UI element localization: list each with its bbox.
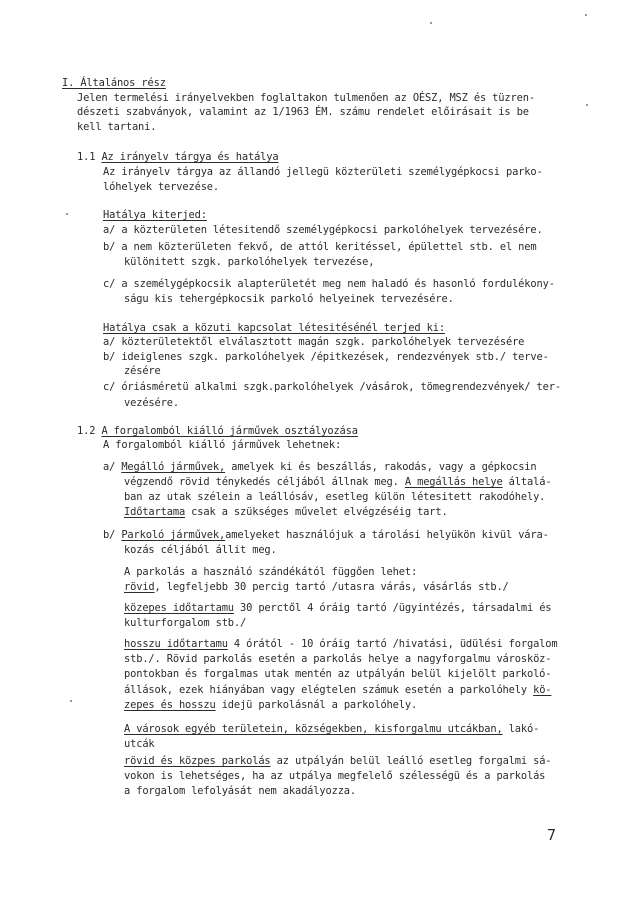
intro-line-1: Jelen termelési irányelvekben foglaltakon tulmenően az OÉSZ, MSZ és tüzren- [77, 92, 535, 104]
scope-item-c: c/ a személygépkocsik alapterületét meg nem haladó és hasonló fordulékony- [103, 278, 555, 290]
areas-heading: A városok egyéb területein, községekben, kisforgalmu utcákban, lakó- [124, 723, 540, 735]
page-number: 7 [547, 826, 557, 844]
parking-medium-cont: kulturforgalom stb./ [124, 617, 247, 629]
intro-line-3: kell tartani. [77, 121, 157, 133]
areas-line-4: vokon is lehetséges, ha az utpálya megfelelő szélességü és a parkolás [124, 770, 546, 782]
limit-heading: Hatálya csak a közuti kapcsolat létesitésénél terjed ki: [103, 322, 445, 334]
areas-line-5: a forgalom lefolyását nem akadályozza. [124, 785, 357, 797]
item-a-line-3: ban az utak szélein a leállósáv, esetleg külön létesitett rakodóhely. [124, 491, 546, 503]
scan-speck [430, 22, 432, 24]
scope-item-c-cont: ságu kis tehergépkocsik parkoló helyeinek tervezésére. [124, 293, 454, 305]
scan-speck [66, 213, 68, 215]
limit-item-a: a/ közterületektől elválasztott magán szgk. parkolóhelyek tervezésére [103, 336, 525, 348]
limit-item-b: b/ ideiglenes szgk. parkolóhelyek /épitkezések, rendezvények stb./ terve- [103, 351, 549, 363]
scope-item-a: a/ a közterületen létesitendő személygépkocsi parkolóhelyek tervezésére. [103, 224, 543, 236]
scope-heading: Hatálya kiterjed: [103, 209, 207, 221]
parking-long-l5: zepes és hosszu idejü parkolásnál a parkolóhely. [124, 699, 418, 711]
subsection-1-2-heading: 1.2 A forgalomból kiálló járművek osztályozása [77, 425, 358, 437]
parking-long-l4: állások, ezek hiányában vagy elégtelen számuk esetén a parkolóhely kö- [124, 684, 552, 696]
parking-short: rövid, legfeljebb 30 percig tartó /utasra várás, vásárlás stb./ [124, 581, 509, 593]
scope-item-b: b/ a nem közterületen fekvő, de attól keritéssel, épülettel stb. el nem [103, 241, 537, 253]
parking-long-l2: stb./. Rövid parkolás esetén a parkolás helye a nagyforgalmu városköz- [124, 653, 552, 665]
item-a-line-2: végzendő rövid ténykedés céljából állnak meg. A megállás helye általá- [124, 476, 552, 488]
parking-long-l3: pontokban és forgalmas utak mentén az utpályán belül kijelölt parkoló- [124, 668, 552, 680]
parking-lead: A parkolás a használó szándékától függően lehet: [124, 566, 418, 578]
subsection-1-1-heading: 1.1 Az irányelv tárgya és hatálya [77, 151, 279, 163]
limit-item-b-cont: zésére [124, 365, 161, 377]
item-a-line-4: Időtartama csak a szükséges művelet elvégzéséig tart. [124, 506, 448, 518]
scan-speck [585, 14, 587, 16]
scope-item-b-cont: különitett szgk. parkolóhelyek tervezése, [124, 256, 375, 268]
subject-line-2: lóhelyek tervezése. [103, 181, 220, 193]
section-heading: I. Általános rész [62, 77, 166, 89]
item-b-line-1: b/ Parkoló járművek,amelyeket használójuk a tárolási helyükön kivül vára- [103, 529, 549, 541]
areas-line-2: utcák [124, 738, 155, 750]
parking-medium: közepes időtartamu 30 perctől 4 óráig tartó /ügyintézés, társadalmi és [124, 602, 552, 614]
intro-line-2: dészeti szabványok, valamint az 1/1963 ÉM. számu rendelet előirásait is be [77, 106, 529, 118]
parking-long: hosszu időtartamu 4 órától - 10 óráig tartó /hivatási, üdülési forgalom [124, 638, 558, 650]
subject-line-1: Az irányelv tárgya az állandó jellegü közterületi személygépkocsi parko- [103, 166, 543, 178]
areas-line-3: rövid és közpes parkolás az utpályán belül leálló esetleg forgalmi sá- [124, 755, 552, 767]
classification-lead: A forgalomból kiálló járművek lehetnek: [103, 439, 342, 451]
item-a-line-1: a/ Megálló járművek, amelyek ki és beszállás, rakodás, vagy a gépkocsin [103, 461, 537, 473]
scan-speck [70, 700, 72, 702]
item-b-line-2: kozás céljából állit meg. [124, 544, 277, 556]
limit-item-c: c/ óriásméretü alkalmi szgk.parkolóhelyek /vásárok, tömegrendezvények/ ter- [103, 381, 561, 393]
limit-item-c-cont: vezésére. [124, 397, 179, 409]
scan-speck [586, 104, 588, 106]
